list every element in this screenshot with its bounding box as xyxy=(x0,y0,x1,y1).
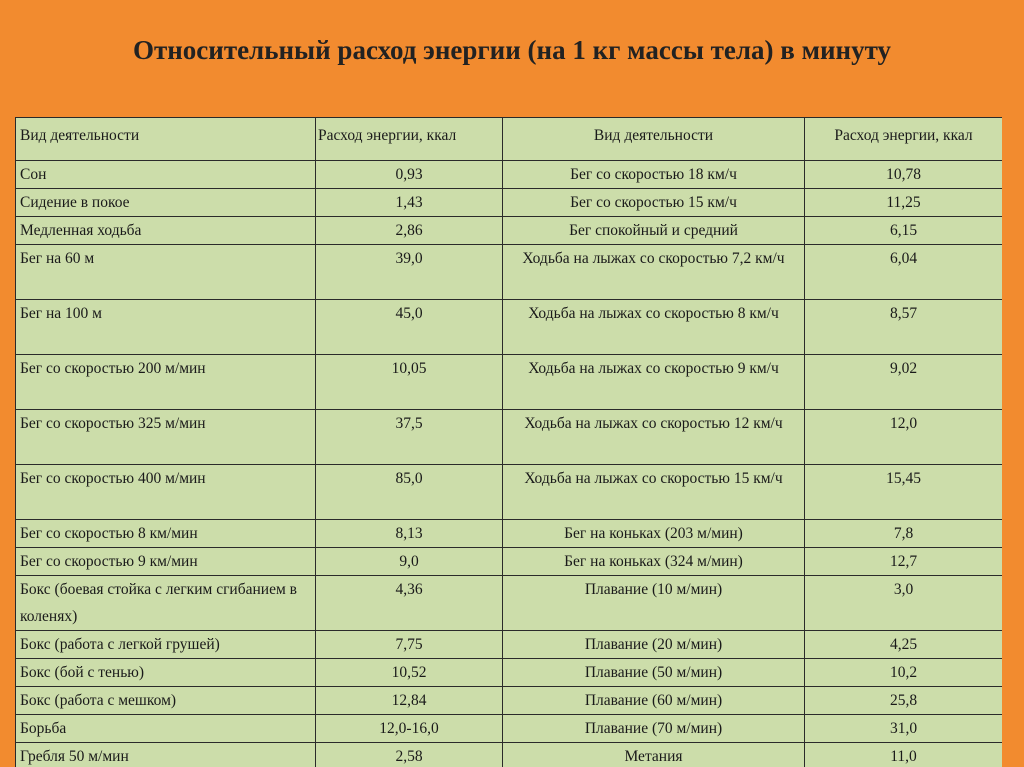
cell-energy-1: 2,86 xyxy=(316,217,503,245)
header-energy-1: Расход энергии, ккал xyxy=(316,118,503,161)
table-row xyxy=(16,687,1003,715)
cell-activity-2: Бег на коньках (324 м/мин) xyxy=(503,548,805,576)
cell-energy-2: 4,25 xyxy=(805,631,1003,659)
cell-energy-1: 4,36 xyxy=(316,576,503,631)
energy-table-wrapper xyxy=(15,117,1002,767)
cell-energy-2: 11,25 xyxy=(805,189,1003,217)
cell-activity-1: Бег со скоростью 9 км/мин xyxy=(16,548,316,576)
cell-energy-2: 12,7 xyxy=(805,548,1003,576)
cell-energy-1: 12,84 xyxy=(316,687,503,715)
cell-energy-2: 8,57 xyxy=(805,300,1003,355)
cell-energy-1: 12,0-16,0 xyxy=(316,715,503,743)
cell-energy-1: 85,0 xyxy=(316,465,503,520)
cell-activity-2: Плавание (70 м/мин) xyxy=(503,715,805,743)
header-energy-2: Расход энергии, ккал xyxy=(805,118,1003,161)
cell-energy-2: 15,45 xyxy=(805,465,1003,520)
table-row xyxy=(16,355,1003,410)
energy-table xyxy=(15,117,1002,767)
cell-activity-1: Бег со скоростью 8 км/мин xyxy=(16,520,316,548)
cell-energy-1: 8,13 xyxy=(316,520,503,548)
table-row xyxy=(16,631,1003,659)
cell-energy-1: 39,0 xyxy=(316,245,503,300)
table-header-row xyxy=(16,118,1003,161)
table-row xyxy=(16,576,1003,631)
cell-activity-1: Борьба xyxy=(16,715,316,743)
cell-activity-1: Бег со скоростью 325 м/мин xyxy=(16,410,316,465)
cell-activity-2: Ходьба на лыжах со скоростью 15 км/ч xyxy=(503,465,805,520)
cell-activity-1: Медленная ходьба xyxy=(16,217,316,245)
cell-energy-1: 2,58 xyxy=(316,743,503,767)
cell-energy-1: 45,0 xyxy=(316,300,503,355)
cell-energy-1: 37,5 xyxy=(316,410,503,465)
table-row xyxy=(16,189,1003,217)
cell-activity-2: Плавание (60 м/мин) xyxy=(503,687,805,715)
cell-activity-2: Плавание (50 м/мин) xyxy=(503,659,805,687)
cell-energy-2: 3,0 xyxy=(805,576,1003,631)
cell-activity-2: Ходьба на лыжах со скоростью 7,2 км/ч xyxy=(503,245,805,300)
cell-activity-2: Ходьба на лыжах со скоростью 9 км/ч xyxy=(503,355,805,410)
cell-activity-1: Бокс (бой с тенью) xyxy=(16,659,316,687)
cell-activity-2: Бег на коньках (203 м/мин) xyxy=(503,520,805,548)
cell-energy-2: 11,0 xyxy=(805,743,1003,767)
table-row xyxy=(16,659,1003,687)
cell-activity-1: Бег со скоростью 400 м/мин xyxy=(16,465,316,520)
table-row xyxy=(16,245,1003,300)
header-activity-1: Вид деятельности xyxy=(16,118,316,161)
header-activity-2: Вид деятельности xyxy=(503,118,805,161)
cell-energy-1: 1,43 xyxy=(316,189,503,217)
table-row xyxy=(16,217,1003,245)
table-row xyxy=(16,300,1003,355)
cell-activity-1: Бег на 100 м xyxy=(16,300,316,355)
cell-energy-2: 25,8 xyxy=(805,687,1003,715)
cell-energy-2: 10,2 xyxy=(805,659,1003,687)
cell-energy-2: 10,78 xyxy=(805,161,1003,189)
cell-energy-2: 6,04 xyxy=(805,245,1003,300)
table-row xyxy=(16,548,1003,576)
cell-activity-2: Ходьба на лыжах со скоростью 12 км/ч xyxy=(503,410,805,465)
cell-activity-1: Бокс (работа с легкой грушей) xyxy=(16,631,316,659)
cell-energy-2: 12,0 xyxy=(805,410,1003,465)
table-row xyxy=(16,161,1003,189)
cell-activity-1: Сон xyxy=(16,161,316,189)
cell-activity-2: Плавание (10 м/мин) xyxy=(503,576,805,631)
cell-activity-1: Бокс (работа с мешком) xyxy=(16,687,316,715)
cell-activity-1: Сидение в покое xyxy=(16,189,316,217)
cell-activity-1: Бег на 60 м xyxy=(16,245,316,300)
cell-energy-2: 6,15 xyxy=(805,217,1003,245)
table-row xyxy=(16,410,1003,465)
table-row xyxy=(16,520,1003,548)
cell-activity-2: Бег спокойный и средний xyxy=(503,217,805,245)
cell-energy-2: 7,8 xyxy=(805,520,1003,548)
cell-activity-1: Гребля 50 м/мин xyxy=(16,743,316,767)
cell-energy-1: 10,52 xyxy=(316,659,503,687)
cell-activity-1: Бокс (боевая стойка с легким сгибанием в коленях) xyxy=(16,576,316,631)
cell-activity-2: Ходьба на лыжах со скоростью 8 км/ч xyxy=(503,300,805,355)
energy-table-body xyxy=(16,118,1003,767)
cell-energy-2: 31,0 xyxy=(805,715,1003,743)
cell-activity-2: Бег со скоростью 18 км/ч xyxy=(503,161,805,189)
cell-energy-1: 9,0 xyxy=(316,548,503,576)
table-row xyxy=(16,743,1003,767)
cell-activity-2: Бег со скоростью 15 км/ч xyxy=(503,189,805,217)
cell-energy-1: 10,05 xyxy=(316,355,503,410)
cell-activity-2: Плавание (20 м/мин) xyxy=(503,631,805,659)
cell-energy-2: 9,02 xyxy=(805,355,1003,410)
cell-activity-2: Метания xyxy=(503,743,805,767)
cell-energy-1: 0,93 xyxy=(316,161,503,189)
cell-activity-1: Бег со скоростью 200 м/мин xyxy=(16,355,316,410)
cell-energy-1: 7,75 xyxy=(316,631,503,659)
slide-title: Относительный расход энергии (на 1 кг массы тела) в минуту xyxy=(132,35,892,65)
table-row xyxy=(16,465,1003,520)
table-row xyxy=(16,715,1003,743)
